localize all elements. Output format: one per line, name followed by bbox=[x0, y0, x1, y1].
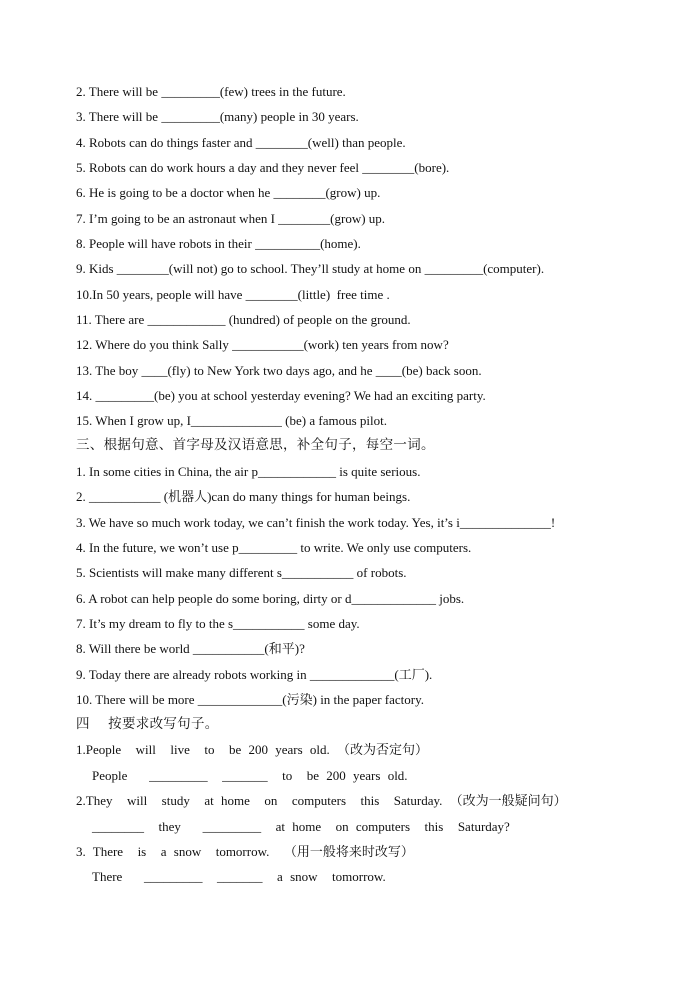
exercise-2-15: 15. When I grow up, I______________ (be) a famous pilot. bbox=[76, 413, 387, 428]
exercise-2-6: 6. He is going to be a doctor when he ________(grow) up. bbox=[76, 185, 381, 200]
exercise-4-2-question: 2.They will study at home on computers this Saturday. （改为一般疑问句） bbox=[76, 793, 567, 808]
exercise-2-13: 13. The boy ____(fly) to New York two days ago, and he ____(be) back soon. bbox=[76, 363, 482, 378]
exercise-2-10: 10.In 50 years, people will have ________(little) free time . bbox=[76, 287, 390, 302]
exercise-4-1-answer: People _________ _______ to be 200 years old. bbox=[92, 768, 408, 783]
exercise-3-9: 9. Today there are already robots working in _____________(工厂). bbox=[76, 667, 433, 682]
exercise-3-6: 6. A robot can help people do some boring, dirty or d_____________ jobs. bbox=[76, 591, 465, 606]
exercise-3-7: 7. It’s my dream to fly to the s___________ some day. bbox=[76, 616, 360, 631]
exercise-3-2: 2. ___________ (机器人)can do many things for human beings. bbox=[76, 489, 411, 504]
exercise-3-4: 4. In the future, we won’t use p_________ to write. We only use computers. bbox=[76, 540, 472, 555]
exercise-2-4: 4. Robots can do things faster and ________(well) than people. bbox=[76, 135, 406, 150]
exercise-2-12: 12. Where do you think Sally ___________(work) ten years from now? bbox=[76, 337, 449, 352]
exercise-2-3: 3. There will be _________(many) people in 30 years. bbox=[76, 109, 359, 124]
exercise-2-14: 14. _________(be) you at school yesterday evening? We had an exciting party. bbox=[76, 388, 486, 403]
exercise-2-5: 5. Robots can do work hours a day and they never feel ________(bore). bbox=[76, 160, 450, 175]
exercise-4-1-question: 1.People will live to be 200 years old. （改为否定句） bbox=[76, 742, 429, 757]
exercise-3-1: 1. In some cities in China, the air p____________ is quite serious. bbox=[76, 464, 421, 479]
exercise-2-7: 7. I’m going to be an astronaut when I ________(grow) up. bbox=[76, 211, 386, 226]
exercise-3-3: 3. We have so much work today, we can’t finish the work today. Yes, it’s i______________! bbox=[76, 515, 556, 530]
exercise-3-5: 5. Scientists will make many different s___________ of robots. bbox=[76, 565, 407, 580]
exercise-4-2-answer: ________ they _________ at home on computers this Saturday? bbox=[92, 819, 510, 834]
exercise-4-3-question: 3. There is a snow tomorrow. （用一般将来时改写） bbox=[76, 844, 414, 859]
exercise-4-3-answer: There _________ _______ a snow tomorrow. bbox=[92, 869, 386, 884]
exercise-2-8: 8. People will have robots in their __________(home). bbox=[76, 236, 361, 251]
section-4-heading: 四 按要求改写句子。 bbox=[76, 716, 219, 732]
exercise-3-10: 10. There will be more _____________(污染) in the paper factory. bbox=[76, 692, 425, 707]
exercise-2-2: 2. There will be _________(few) trees in the future. bbox=[76, 84, 346, 99]
exercise-3-8: 8. Will there be world ___________(和平)? bbox=[76, 641, 305, 656]
section-3-heading: 三、根据句意、首字母及汉语意思，补全句子，每空一词。 bbox=[76, 437, 435, 453]
exercise-2-9: 9. Kids ________(will not) go to school. They’ll study at home on _________(computer). bbox=[76, 261, 545, 276]
exercise-2-11: 11. There are ____________ (hundred) of people on the ground. bbox=[76, 312, 411, 327]
